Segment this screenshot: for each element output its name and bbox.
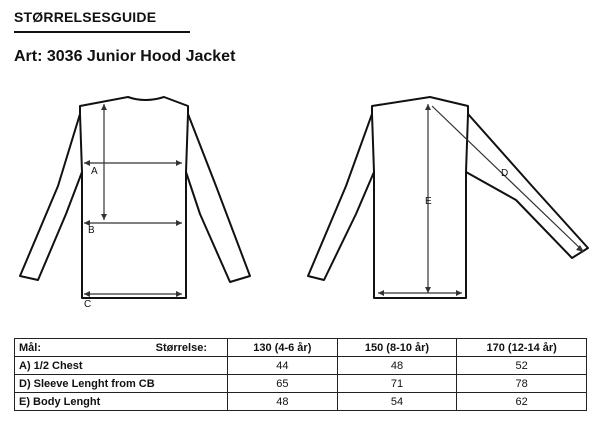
table-row	[15, 393, 587, 411]
article-title: Art: 3036 Junior Hood Jacket	[14, 48, 236, 65]
table-cell: 48	[337, 357, 457, 375]
back-measure-arrows	[378, 104, 584, 296]
back-measure-lines	[378, 104, 584, 293]
front-measure-arrows	[84, 104, 182, 297]
size-170-header: 170 (12-14 år)	[457, 339, 587, 357]
label-c: C	[84, 299, 92, 310]
title-underline	[14, 31, 190, 33]
table-header-row	[15, 339, 587, 357]
row-label-body: E) Body Lenght	[15, 393, 228, 411]
size-header: Størrelse:	[83, 339, 228, 357]
label-d: D	[501, 168, 509, 179]
front-measure-lines	[84, 104, 182, 294]
label-b: B	[88, 225, 95, 236]
table-row	[15, 375, 587, 393]
row-label-sleeve: D) Sleeve Lenght from CB	[15, 375, 228, 393]
table-cell: 71	[337, 375, 457, 393]
table-cell: 44	[228, 357, 338, 375]
size-table	[14, 338, 587, 411]
back-garment-outline	[308, 97, 588, 298]
row-label-chest: A) 1/2 Chest	[15, 357, 228, 375]
table-cell: 78	[457, 375, 587, 393]
table-cell: 54	[337, 393, 457, 411]
label-a: A	[91, 166, 98, 177]
table-cell: 62	[457, 393, 587, 411]
table-row	[15, 357, 587, 375]
size-150-header: 150 (8-10 år)	[337, 339, 457, 357]
front-garment-outline	[20, 97, 250, 298]
mal-header: Mål:	[15, 339, 84, 357]
page-title: STØRRELSESGUIDE	[14, 9, 157, 25]
garment-diagrams	[0, 80, 600, 325]
label-e: E	[425, 196, 432, 207]
table-cell: 48	[228, 393, 338, 411]
table-cell: 65	[228, 375, 338, 393]
size-130-header: 130 (4-6 år)	[228, 339, 338, 357]
table-cell: 52	[457, 357, 587, 375]
